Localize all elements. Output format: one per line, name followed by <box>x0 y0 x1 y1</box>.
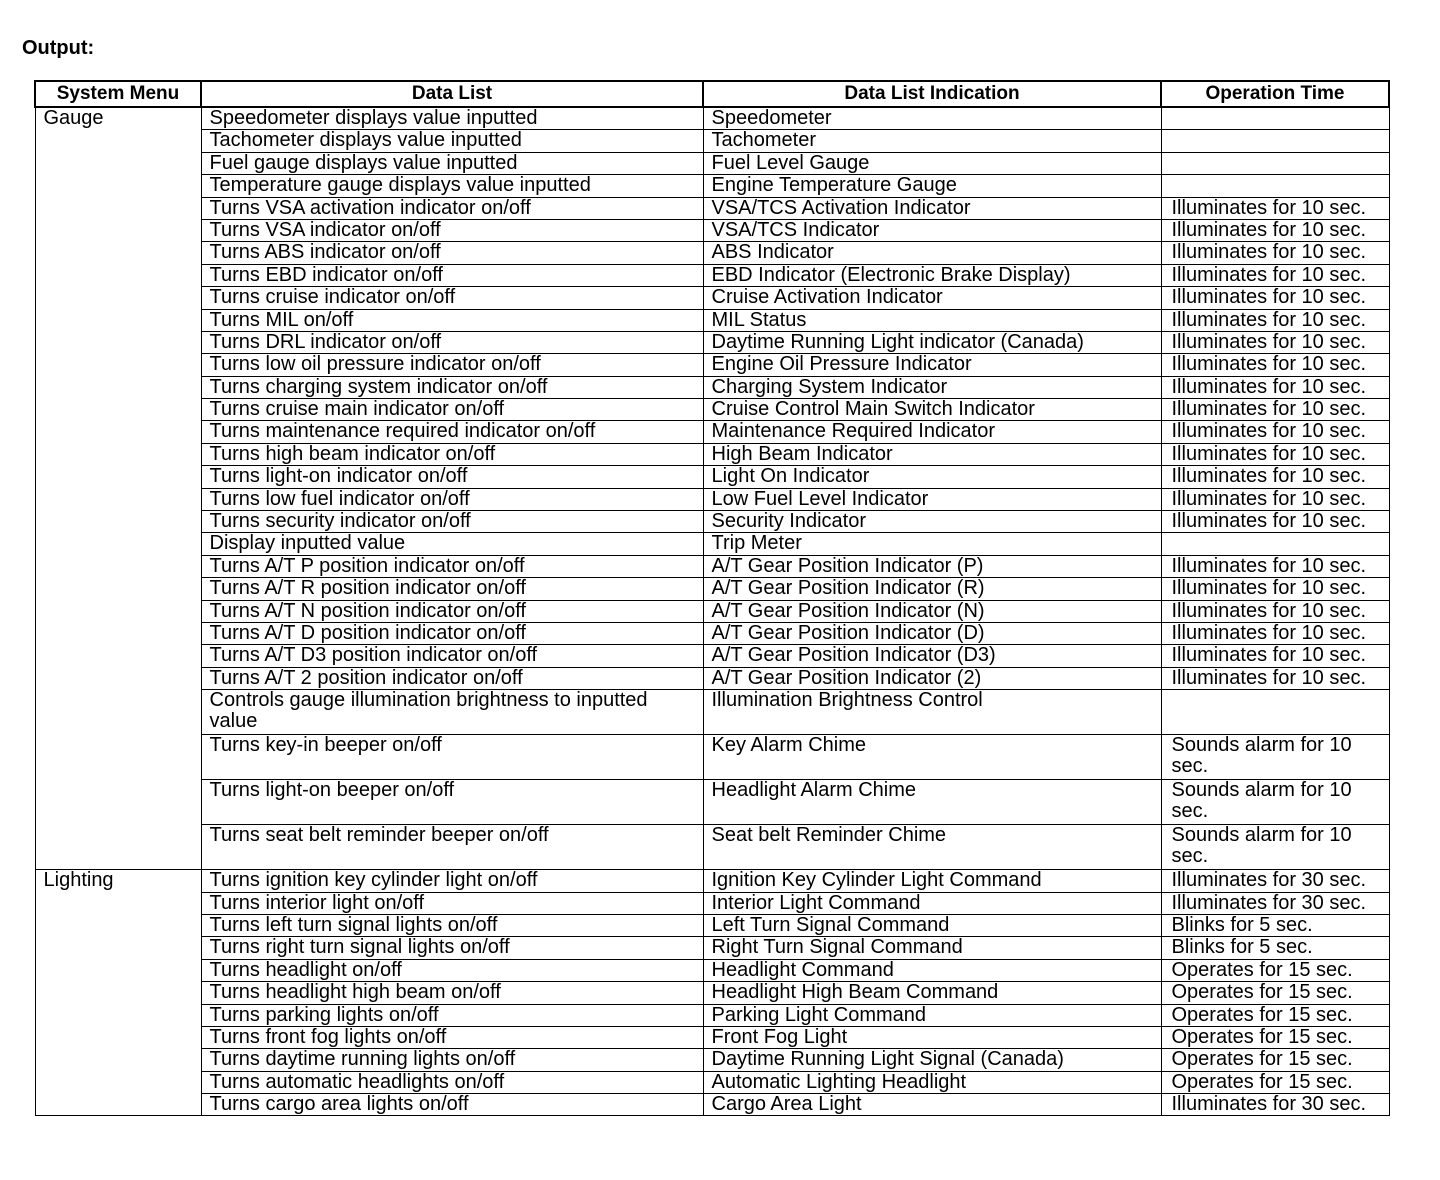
table-row <box>35 331 1389 353</box>
operation-time-cell <box>1161 130 1389 152</box>
header-data-list-indication: Data List Indication <box>703 81 1161 107</box>
data-list-indication-cell: VSA/TCS Indicator <box>703 219 1161 241</box>
data-list-indication-cell: High Beam Indicator <box>703 443 1161 465</box>
data-list-indication-cell: A/T Gear Position Indicator (D) <box>703 622 1161 644</box>
table-row <box>35 690 1389 735</box>
data-list-indication-cell: Trip Meter <box>703 533 1161 555</box>
table-row <box>35 511 1389 533</box>
data-list-indication-cell: Light On Indicator <box>703 466 1161 488</box>
header-operation-time: Operation Time <box>1161 81 1389 107</box>
data-list-cell: Turns DRL indicator on/off <box>201 331 703 353</box>
table-row <box>35 1004 1389 1026</box>
operation-time-cell: Illuminates for 10 sec. <box>1161 466 1389 488</box>
data-list-cell: Turns cruise main indicator on/off <box>201 399 703 421</box>
data-list-cell: Turns light-on beeper on/off <box>201 780 703 825</box>
table-row <box>35 1026 1389 1048</box>
data-list-cell: Turns A/T 2 position indicator on/off <box>201 667 703 689</box>
data-list-indication-cell: Engine Temperature Gauge <box>703 175 1161 197</box>
table-row <box>35 982 1389 1004</box>
operation-time-cell: Operates for 15 sec. <box>1161 982 1389 1004</box>
operation-time-cell: Operates for 15 sec. <box>1161 1026 1389 1048</box>
output-table <box>34 80 1390 1116</box>
operation-time-cell: Illuminates for 10 sec. <box>1161 197 1389 219</box>
data-list-cell: Turns A/T R position indicator on/off <box>201 578 703 600</box>
data-list-indication-cell: A/T Gear Position Indicator (N) <box>703 600 1161 622</box>
table-row <box>35 667 1389 689</box>
data-list-indication-cell: Speedometer <box>703 107 1161 130</box>
header-system-menu: System Menu <box>35 81 201 107</box>
data-list-indication-cell: Key Alarm Chime <box>703 735 1161 780</box>
operation-time-cell: Blinks for 5 sec. <box>1161 937 1389 959</box>
data-list-cell: Turns front fog lights on/off <box>201 1026 703 1048</box>
operation-time-cell: Illuminates for 10 sec. <box>1161 600 1389 622</box>
data-list-indication-cell: A/T Gear Position Indicator (R) <box>703 578 1161 600</box>
data-list-indication-cell: Tachometer <box>703 130 1161 152</box>
data-list-cell: Display inputted value <box>201 533 703 555</box>
data-list-cell: Turns daytime running lights on/off <box>201 1049 703 1071</box>
table-row <box>35 578 1389 600</box>
operation-time-cell <box>1161 533 1389 555</box>
data-list-cell: Fuel gauge displays value inputted <box>201 152 703 174</box>
table-row <box>35 1094 1389 1116</box>
table-row <box>35 264 1389 286</box>
data-list-cell: Turns VSA activation indicator on/off <box>201 197 703 219</box>
data-list-cell: Turns security indicator on/off <box>201 511 703 533</box>
data-list-indication-cell: Seat belt Reminder Chime <box>703 825 1161 870</box>
operation-time-cell: Illuminates for 10 sec. <box>1161 354 1389 376</box>
data-list-cell: Turns cargo area lights on/off <box>201 1094 703 1116</box>
data-list-indication-cell: Low Fuel Level Indicator <box>703 488 1161 510</box>
operation-time-cell: Illuminates for 10 sec. <box>1161 421 1389 443</box>
data-list-cell: Turns parking lights on/off <box>201 1004 703 1026</box>
operation-time-cell: Illuminates for 30 sec. <box>1161 892 1389 914</box>
table-body <box>35 107 1389 1116</box>
data-list-cell: Turns automatic headlights on/off <box>201 1071 703 1093</box>
table-row <box>35 242 1389 264</box>
operation-time-cell: Illuminates for 10 sec. <box>1161 219 1389 241</box>
data-list-indication-cell: Engine Oil Pressure Indicator <box>703 354 1161 376</box>
data-list-cell: Turns charging system indicator on/off <box>201 376 703 398</box>
data-list-cell: Turns high beam indicator on/off <box>201 443 703 465</box>
data-list-cell: Turns A/T P position indicator on/off <box>201 555 703 577</box>
operation-time-cell: Illuminates for 10 sec. <box>1161 667 1389 689</box>
operation-time-cell: Sounds alarm for 10 sec. <box>1161 780 1389 825</box>
data-list-cell: Temperature gauge displays value inputted <box>201 175 703 197</box>
table-row <box>35 376 1389 398</box>
table-row <box>35 488 1389 510</box>
data-list-indication-cell: Fuel Level Gauge <box>703 152 1161 174</box>
data-list-indication-cell: Cargo Area Light <box>703 1094 1161 1116</box>
table-row <box>35 399 1389 421</box>
table-header-row <box>35 81 1389 107</box>
data-list-indication-cell: Left Turn Signal Command <box>703 914 1161 936</box>
operation-time-cell: Operates for 15 sec. <box>1161 1004 1389 1026</box>
table-row <box>35 197 1389 219</box>
data-list-indication-cell: Parking Light Command <box>703 1004 1161 1026</box>
table-row <box>35 735 1389 780</box>
data-list-cell: Turns MIL on/off <box>201 309 703 331</box>
data-list-indication-cell: Headlight Alarm Chime <box>703 780 1161 825</box>
data-list-cell: Turns light-on indicator on/off <box>201 466 703 488</box>
table-row <box>35 354 1389 376</box>
data-list-cell: Turns right turn signal lights on/off <box>201 937 703 959</box>
table-row <box>35 130 1389 152</box>
data-list-indication-cell: Ignition Key Cylinder Light Command <box>703 870 1161 892</box>
table-row <box>35 892 1389 914</box>
table-row <box>35 152 1389 174</box>
operation-time-cell: Illuminates for 10 sec. <box>1161 331 1389 353</box>
operation-time-cell <box>1161 152 1389 174</box>
table-row <box>35 1071 1389 1093</box>
table-row <box>35 175 1389 197</box>
data-list-cell: Turns low fuel indicator on/off <box>201 488 703 510</box>
data-list-cell: Turns cruise indicator on/off <box>201 287 703 309</box>
operation-time-cell: Illuminates for 10 sec. <box>1161 376 1389 398</box>
data-list-indication-cell: Headlight High Beam Command <box>703 982 1161 1004</box>
data-list-cell: Turns ignition key cylinder light on/off <box>201 870 703 892</box>
section-heading: Output: <box>22 37 95 59</box>
operation-time-cell: Operates for 15 sec. <box>1161 1049 1389 1071</box>
data-list-indication-cell: A/T Gear Position Indicator (D3) <box>703 645 1161 667</box>
table-row <box>35 870 1389 892</box>
data-list-cell: Turns A/T D position indicator on/off <box>201 622 703 644</box>
table-row <box>35 421 1389 443</box>
data-list-indication-cell: Cruise Activation Indicator <box>703 287 1161 309</box>
table-row <box>35 825 1389 870</box>
table-row <box>35 533 1389 555</box>
table-row <box>35 780 1389 825</box>
table-row <box>35 914 1389 936</box>
operation-time-cell <box>1161 107 1389 130</box>
table-row <box>35 600 1389 622</box>
operation-time-cell: Illuminates for 10 sec. <box>1161 399 1389 421</box>
table-row <box>35 1049 1389 1071</box>
data-list-cell: Turns ABS indicator on/off <box>201 242 703 264</box>
table-row <box>35 466 1389 488</box>
data-list-indication-cell: Cruise Control Main Switch Indicator <box>703 399 1161 421</box>
data-list-indication-cell: VSA/TCS Activation Indicator <box>703 197 1161 219</box>
table-row <box>35 107 1389 130</box>
system-menu-cell: Lighting <box>35 870 201 1116</box>
operation-time-cell: Illuminates for 10 sec. <box>1161 578 1389 600</box>
table-row <box>35 555 1389 577</box>
operation-time-cell: Illuminates for 10 sec. <box>1161 264 1389 286</box>
table-row <box>35 937 1389 959</box>
operation-time-cell: Operates for 15 sec. <box>1161 1071 1389 1093</box>
operation-time-cell: Illuminates for 10 sec. <box>1161 645 1389 667</box>
operation-time-cell: Illuminates for 10 sec. <box>1161 511 1389 533</box>
operation-time-cell: Illuminates for 10 sec. <box>1161 622 1389 644</box>
table-row <box>35 309 1389 331</box>
table-row <box>35 443 1389 465</box>
data-list-cell: Turns A/T D3 position indicator on/off <box>201 645 703 667</box>
header-data-list: Data List <box>201 81 703 107</box>
data-list-indication-cell: Automatic Lighting Headlight <box>703 1071 1161 1093</box>
table-row <box>35 622 1389 644</box>
system-menu-cell: Gauge <box>35 107 201 870</box>
data-list-cell: Speedometer displays value inputted <box>201 107 703 130</box>
operation-time-cell <box>1161 690 1389 735</box>
operation-time-cell: Sounds alarm for 10 sec. <box>1161 825 1389 870</box>
data-list-indication-cell: Front Fog Light <box>703 1026 1161 1048</box>
data-list-indication-cell: EBD Indicator (Electronic Brake Display) <box>703 264 1161 286</box>
data-list-cell: Turns left turn signal lights on/off <box>201 914 703 936</box>
data-list-cell: Turns headlight high beam on/off <box>201 982 703 1004</box>
operation-time-cell: Illuminates for 30 sec. <box>1161 1094 1389 1116</box>
data-list-cell: Turns maintenance required indicator on/off <box>201 421 703 443</box>
data-list-cell: Turns A/T N position indicator on/off <box>201 600 703 622</box>
data-list-indication-cell: Interior Light Command <box>703 892 1161 914</box>
operation-time-cell: Sounds alarm for 10 sec. <box>1161 735 1389 780</box>
data-list-cell: Turns VSA indicator on/off <box>201 219 703 241</box>
data-list-indication-cell: MIL Status <box>703 309 1161 331</box>
data-list-indication-cell: Right Turn Signal Command <box>703 937 1161 959</box>
data-list-cell: Turns interior light on/off <box>201 892 703 914</box>
operation-time-cell: Illuminates for 10 sec. <box>1161 443 1389 465</box>
operation-time-cell: Blinks for 5 sec. <box>1161 914 1389 936</box>
operation-time-cell: Illuminates for 10 sec. <box>1161 287 1389 309</box>
data-list-indication-cell: Headlight Command <box>703 959 1161 981</box>
table-row <box>35 219 1389 241</box>
operation-time-cell: Illuminates for 10 sec. <box>1161 309 1389 331</box>
data-list-cell: Controls gauge illumination brightness to inputted value <box>201 690 703 735</box>
data-list-indication-cell: A/T Gear Position Indicator (P) <box>703 555 1161 577</box>
operation-time-cell: Operates for 15 sec. <box>1161 959 1389 981</box>
table-row <box>35 645 1389 667</box>
data-list-indication-cell: Illumination Brightness Control <box>703 690 1161 735</box>
table-row <box>35 287 1389 309</box>
data-list-indication-cell: Daytime Running Light Signal (Canada) <box>703 1049 1161 1071</box>
operation-time-cell: Illuminates for 10 sec. <box>1161 488 1389 510</box>
operation-time-cell: Illuminates for 10 sec. <box>1161 555 1389 577</box>
data-list-indication-cell: Daytime Running Light indicator (Canada) <box>703 331 1161 353</box>
data-list-cell: Tachometer displays value inputted <box>201 130 703 152</box>
operation-time-cell <box>1161 175 1389 197</box>
data-list-indication-cell: A/T Gear Position Indicator (2) <box>703 667 1161 689</box>
table-row <box>35 959 1389 981</box>
data-list-indication-cell: Maintenance Required Indicator <box>703 421 1161 443</box>
data-list-indication-cell: Security Indicator <box>703 511 1161 533</box>
operation-time-cell: Illuminates for 30 sec. <box>1161 870 1389 892</box>
data-list-indication-cell: ABS Indicator <box>703 242 1161 264</box>
data-list-cell: Turns EBD indicator on/off <box>201 264 703 286</box>
operation-time-cell: Illuminates for 10 sec. <box>1161 242 1389 264</box>
data-list-cell: Turns key-in beeper on/off <box>201 735 703 780</box>
data-list-cell: Turns seat belt reminder beeper on/off <box>201 825 703 870</box>
data-list-cell: Turns low oil pressure indicator on/off <box>201 354 703 376</box>
data-list-indication-cell: Charging System Indicator <box>703 376 1161 398</box>
data-list-cell: Turns headlight on/off <box>201 959 703 981</box>
